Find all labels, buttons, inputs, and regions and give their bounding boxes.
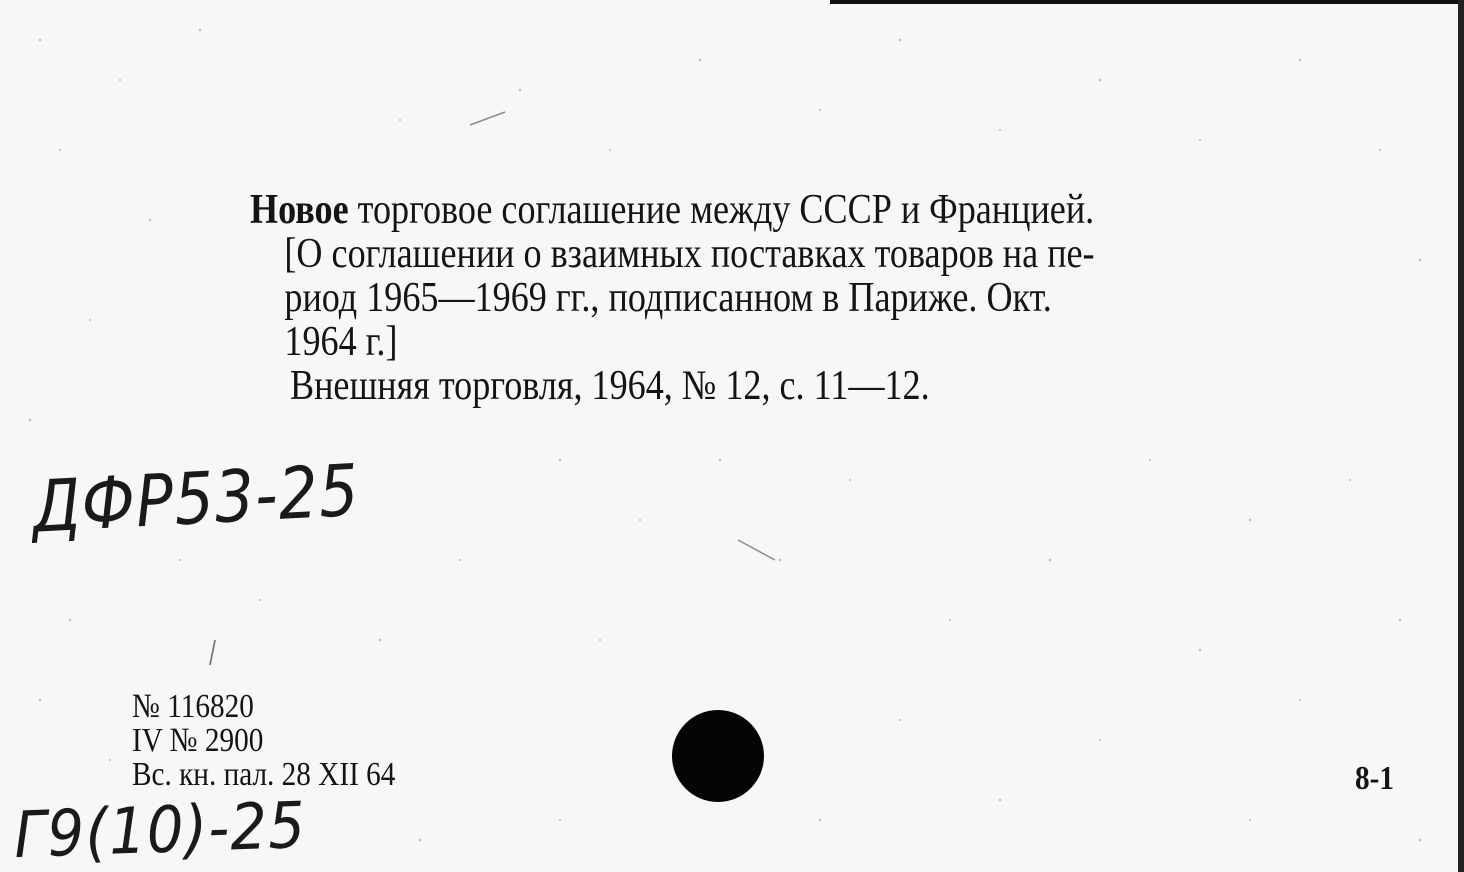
bibliographic-entry xyxy=(250,188,1248,364)
card-metadata xyxy=(132,690,395,792)
card-top-edge-shadow xyxy=(830,0,1464,4)
book-chamber-stamp: Вс. кн. пал. 28 XII 64 xyxy=(132,756,396,793)
entry-line-1 xyxy=(250,188,1394,232)
handwritten-shelf-mark-bottom: Г9(10)-25 xyxy=(12,787,308,872)
entry-first-word: Новое xyxy=(250,187,349,233)
inventory-number: IV № 2900 xyxy=(132,722,264,759)
entry-source-citation: Внешняя торговля, 1964, № 12, с. 11—12. xyxy=(290,363,930,409)
entry-title-rest: торговое соглашение между СССР и Франциeй. xyxy=(348,187,1095,233)
accession-number: № 116820 xyxy=(132,688,254,725)
card-right-edge-shadow xyxy=(1458,0,1464,872)
entry-line-3: риод 1965—1969 гг., подписанном в Париже. Окт. xyxy=(284,275,1052,321)
handwritten-shelf-mark-top: ДФР53-25 xyxy=(30,448,362,549)
card-punch-hole xyxy=(672,710,764,802)
card-code: 8-1 xyxy=(1355,760,1394,797)
entry-line-4: 1964 г.] xyxy=(284,319,398,365)
entry-line-2: [О соглашении о взаимных поставках товаров на пе- xyxy=(284,231,1095,277)
